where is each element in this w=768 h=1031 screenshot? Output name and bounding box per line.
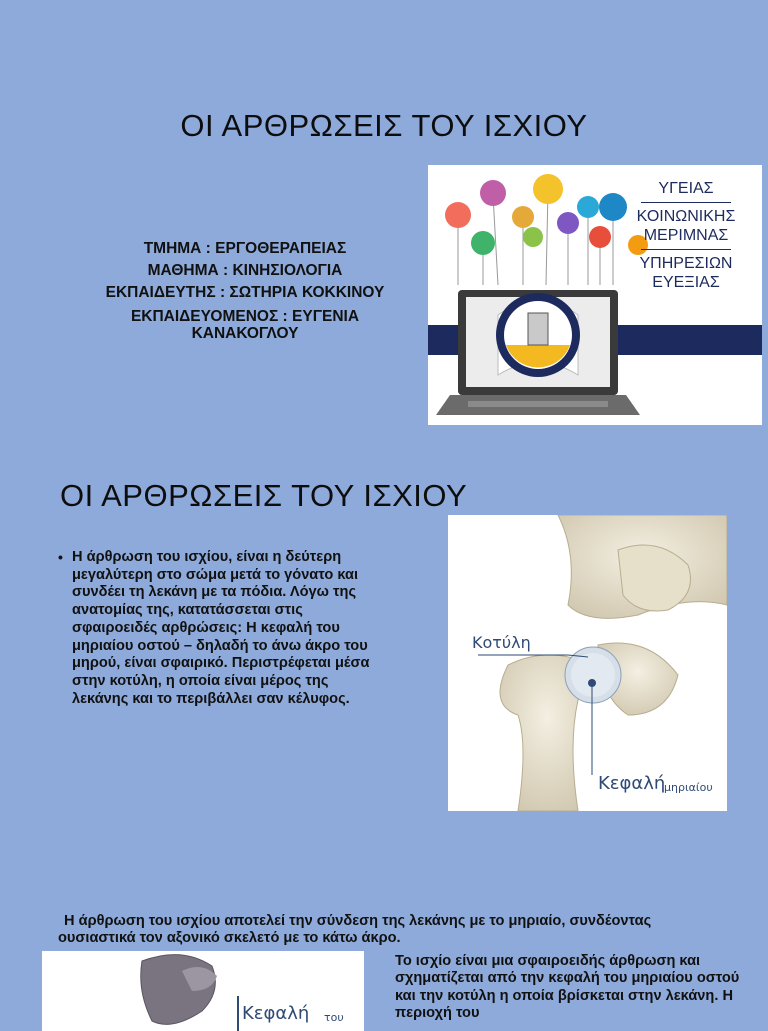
medicine-icon <box>512 206 534 228</box>
hip-connection-paragraph: Η άρθρωση του ισχίου αποτελεί την σύνδεση της λεκάνης με το μηριαίο, συνδέοντας ουσιαστικά τον αξονικό σκελετό με το κάτω άκρο. <box>58 913 652 946</box>
bullet-marker: • <box>58 549 63 565</box>
microscope-icon <box>599 193 627 221</box>
department-line: ΤΜΗΜΑ : ΕΡΓΟΘΕΡΑΠΕΙΑΣ <box>143 240 347 257</box>
femoral-head-image <box>42 951 364 1031</box>
logo-word-social: ΚΟΙΝΩΝΙΚΗΣ <box>636 208 736 225</box>
femoral-head-label: Κεφαλή <box>598 773 666 794</box>
cells-icon <box>589 226 611 248</box>
instructor-line: ΕΚΠΑΙΔΕΥΤΗΣ : ΣΩΤΗΡΙΑ ΚΟΚΚΙΝΟΥ <box>105 284 385 301</box>
logo-word-services: ΥΠΗΡΕΣΙΩΝ <box>639 255 733 272</box>
femur-label: μηριαίου <box>664 781 713 794</box>
lab-icon <box>445 202 471 228</box>
course-line: ΜΑΘΗΜΑ : ΚΙΝΗΣΙΟΛΟΓΙΑ <box>147 262 343 279</box>
hip-joint-image <box>448 515 727 811</box>
student-line: ΕΚΠΑΙΔΕΥΟΜΕΝΟΣ : ΕΥΓΕΝΙΑ ΚΑΝΑΚΟΓΛΟΥ <box>130 308 360 342</box>
logo-word-wellness: ΕΥΕΞΙΑΣ <box>652 274 720 291</box>
school-logo <box>428 165 762 425</box>
bottle-icon <box>523 227 543 247</box>
slide1-title: ΟΙ ΑΡΘΡΩΣΕΙΣ ΤΟΥ ΙΣΧΙΟΥ <box>180 108 588 143</box>
course-info <box>40 238 450 342</box>
slide2-title: ΟΙ ΑΡΘΡΩΣΕΙΣ ΤΟΥ ΙΣΧΙΟΥ <box>60 478 468 513</box>
person-icon <box>577 196 599 218</box>
hip-joint-paragraph: Η άρθρωση του ισχίου, είναι η δεύτερη μεγαλύτερη στο σώμα μετά το γόνατο και συνδέει τη λεκάνη με τα πόδια. Λόγω της ανατομίας της, κατατάσσεται στις σφαιροειδές αρθρώσεις: Η κεφαλή του μηριαίου οστού – δηλαδή το άνω άκρο του μηρού, είναι σφαιρικό. Περιστρέφεται μέσα στην κοτύλη, η οποία είναι μέρος της λεκάνης και το περιβάλλει σαν κέλυφος. <box>72 549 370 707</box>
logo-word-welfare: ΜΕΡΙΜΝΑΣ <box>643 227 729 244</box>
of-label: του <box>324 1011 344 1024</box>
monitor-icon <box>480 180 506 206</box>
acetabulum-label: Κοτύλη <box>472 633 531 652</box>
logo-word-health: ΥΓΕΙΑΣ <box>658 180 714 197</box>
hip-bones-illustration <box>448 515 727 811</box>
search-icon <box>557 212 579 234</box>
hospital-icon <box>471 231 495 255</box>
care-icon <box>533 174 563 204</box>
logo-words <box>626 179 746 292</box>
ball-joint-paragraph: Το ισχίο είναι μια σφαιροειδής άρθρωση και σχηματίζεται από την κεφαλή του μηριαίου οστού και την κοτύλη η οποία βρίσκεται στην λεκάνη. Η περιοχή του <box>395 953 740 1021</box>
head-label: Κεφαλή <box>242 1003 310 1024</box>
pelvis-illustration <box>42 951 364 1031</box>
